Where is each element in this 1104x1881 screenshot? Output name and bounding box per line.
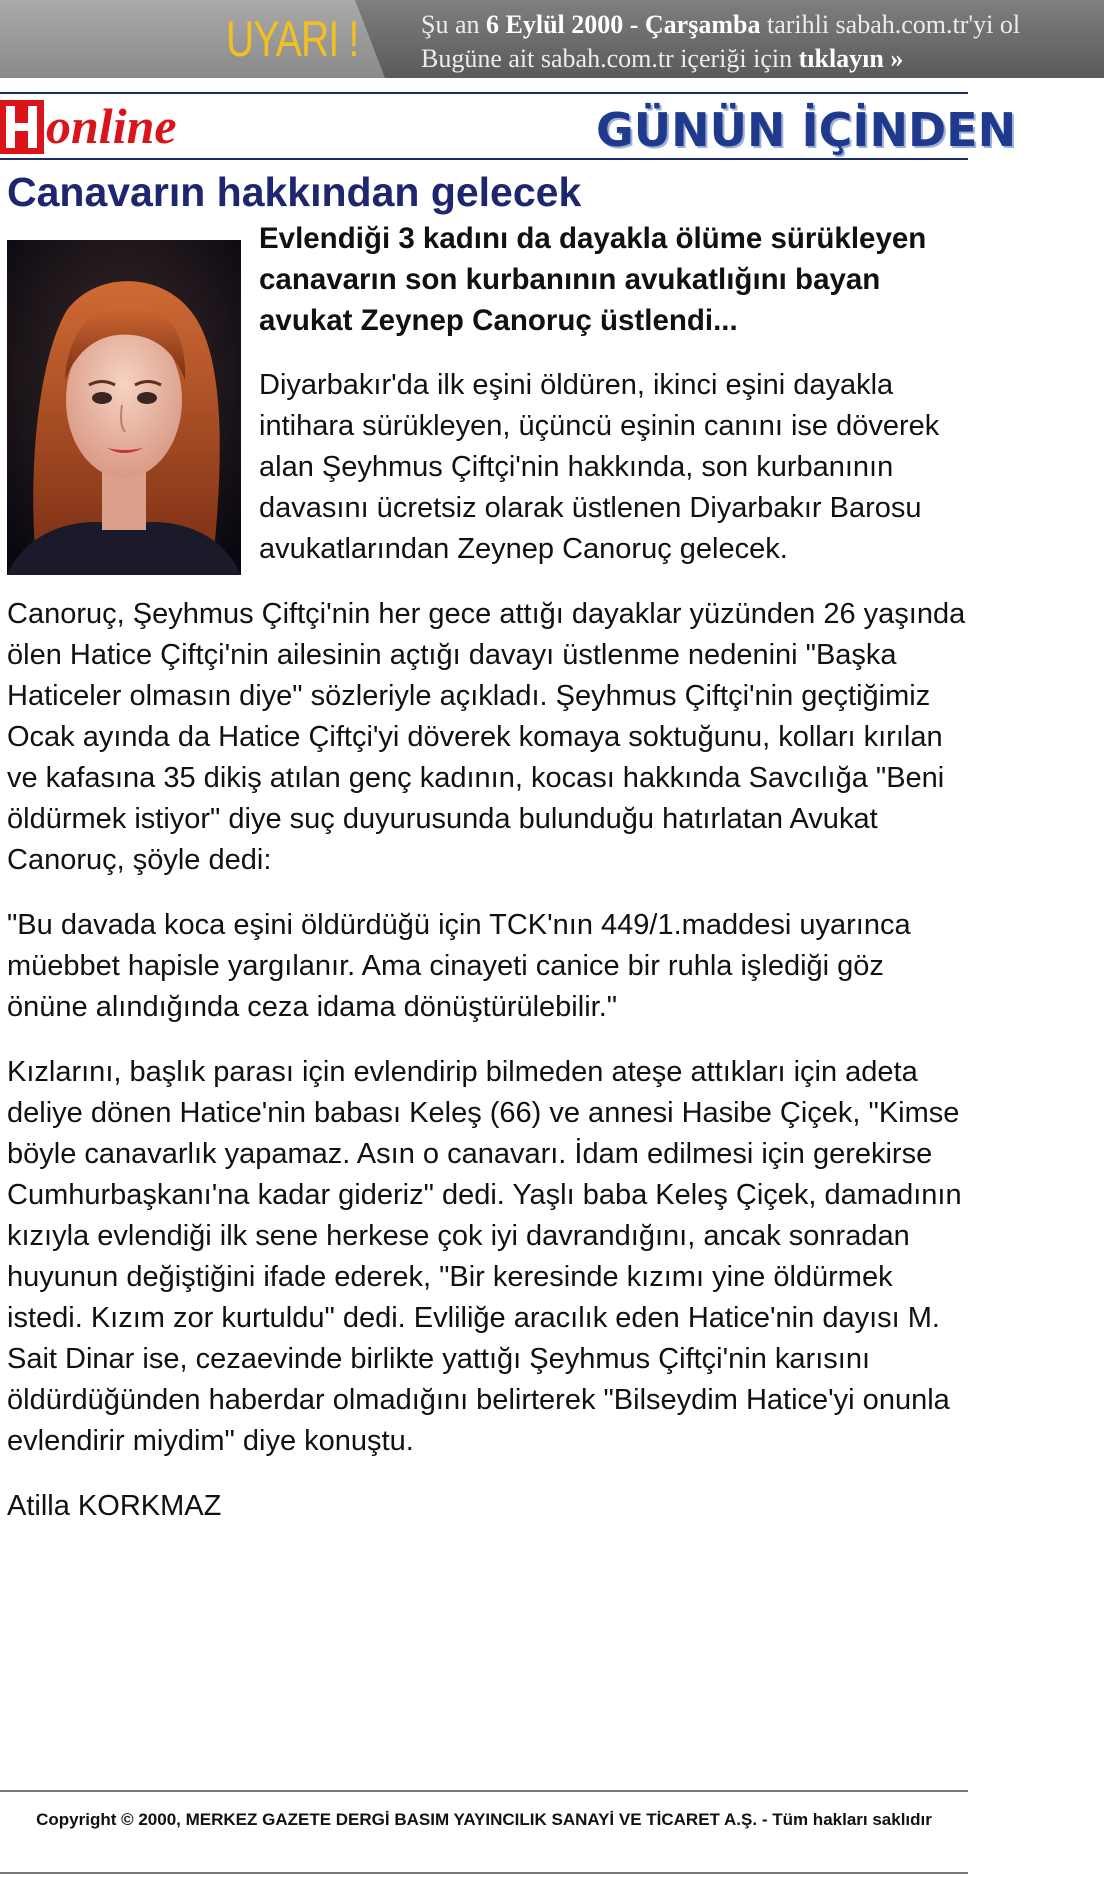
- article-body: [7, 218, 967, 1527]
- warning-date: 6 Eylül 2000 - Çarşamba: [486, 10, 761, 39]
- article-byline: Atilla KORKMAZ: [7, 1490, 222, 1522]
- warning-label: UYARI !: [226, 11, 359, 67]
- article-paragraph: "Bu davada koca eşini öldürdüğü için TCK'nın 449/1.maddesi uyarınca müebbet hapisle yargılanır. Ama cinayeti canice bir ruhla işlediği göz önüne alındığında ceza idama dönüştürülebilir.": [7, 909, 911, 1023]
- portrait-photo: [7, 240, 241, 575]
- article-headline: Canavarın hakkından gelecek: [7, 169, 582, 215]
- warning-line1-suffix: tarihli sabah.com.tr'yi ol: [760, 10, 1021, 39]
- article-lead: Evlendiği 3 kadını da dayakla ölüme sürükleyen canavarın son kurbanının avukatlığını bayan avukat Zeynep Canoruç üstlendi...: [259, 222, 927, 337]
- logo-online-text[interactable]: online: [46, 98, 177, 154]
- archive-warning-bar: [0, 0, 1104, 78]
- header-top-rule: [0, 92, 968, 94]
- article-paragraph: Diyarbakır'da ilk eşini öldüren, ikinci eşini dayakla intihara sürükleyen, üçüncü eşinin canını ise döverek alan Şeyhmus Çiftçi'nin hakkında, son kurbanının davasını ücretsiz olarak üstlenen Diyarbakır Barosu avukatlarından Zeynep Canoruç gelecek.: [259, 369, 940, 565]
- footer-top-rule: [0, 1790, 968, 1792]
- article-paragraph: Kızlarını, başlık parası için evlendirip bilmeden ateşe attıkları için adeta deliye dönen Hatice'nin babası Keleş (66) ve annesi Hasibe Çiçek, "Kimse böyle canavarlık yapamaz. Asın o canavarı. İdam edilmesi için gerekirse Cumhurbaşkanı'na kadar gideriz" dedi. Yaşlı baba Keleş Çiçek, damadının kızıyla evlendiği ilk sene herkese çok iyi davrandığını, ancak sonradan huyunun değiştiğini ifade ederek, "Bir keresinde kızımı yine öldürmek istedi. Kızım zor kurtuldu" dedi. Evliliğe aracılık eden Hatice'nin dayısı M. Sait Dinar ise, cezaevinde birlikte yattığı Şeyhmus Çiftçi'nin karısını öldürdüğünden haberdar olmadığını belirterek "Bilseydim Hatice'yi onunla evlendirir miydim" diye konuştu.: [7, 1056, 962, 1457]
- portrait-image-icon: [7, 240, 241, 575]
- warning-message: [421, 8, 1104, 76]
- warning-line1-prefix: Şu an: [421, 10, 486, 39]
- h-logo-icon[interactable]: [0, 100, 44, 154]
- today-content-link[interactable]: tıklayın »: [798, 44, 904, 73]
- section-title: GÜNÜN İÇİNDEN: [596, 103, 1017, 157]
- copyright-notice: Copyright © 2000, MERKEZ GAZETE DERGİ BASIM YAYINCILIK SANAYİ VE TİCARET A.Ş. - Tüm hakları saklıdır: [36, 1810, 932, 1829]
- header-bottom-rule: [0, 158, 968, 160]
- footer-bottom-rule: [0, 1872, 968, 1874]
- warning-line2-prefix: Bugüne ait sabah.com.tr içeriği için: [421, 44, 799, 73]
- article-paragraph: Canoruç, Şeyhmus Çiftçi'nin her gece attığı dayaklar yüzünden 26 yaşında ölen Hatice Çiftçi'nin ailesinin açtığı davayı üstlenme nedenini "Başka Haticeler olmasın diye" sözleriyle açıkladı. Şeyhmus Çiftçi'nin geçtiğimiz Ocak ayında da Hatice Çiftçi'yi döverek komaya soktuğunu, kolları kırılan ve kafasına 35 dikiş atılan genç kadının, kocası hakkında Savcılığa "Beni öldürmek istiyor" diye suç duyurusunda bulunduğu hatırlatan Avukat Canoruç, şöyle dedi:: [7, 598, 966, 876]
